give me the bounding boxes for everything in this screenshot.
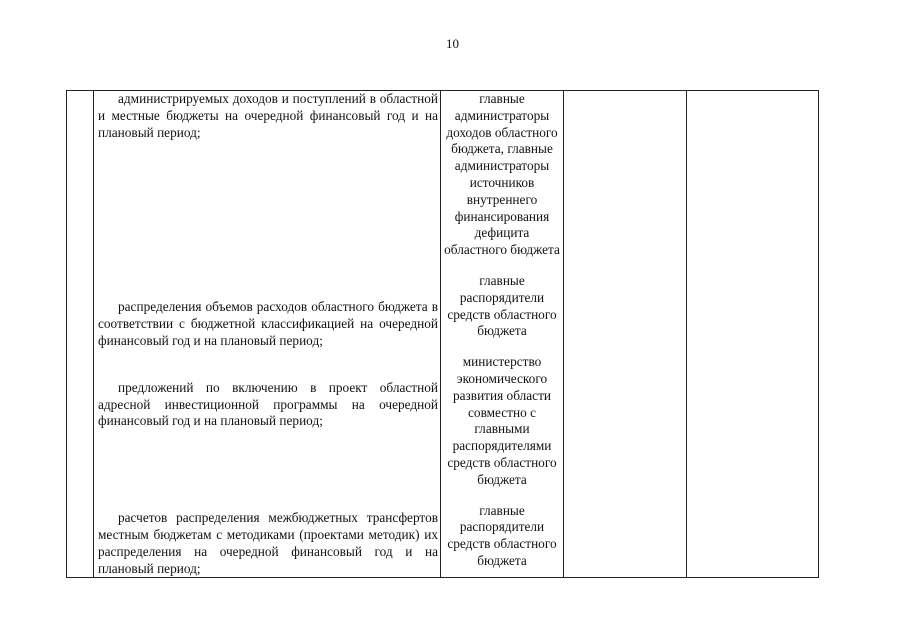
deadline-cell [564,91,687,578]
continuation-table [66,90,819,578]
row-2-responsible: главные распорядители средств областного бюджета [447,272,557,339]
row-4-description: расчетов распределения межбюджетных трансфертов местным бюджетам с методиками (проектами методик) их распределения на очередной финансовый год и на плановый период; [98,510,438,576]
page-number: 10 [446,36,459,51]
row-3-description: предложений по включению в проект областной адресной инвестиционной программы на очередной финансовый год и на плановый период; [98,379,438,429]
row-3-responsible: министерство экономического развития области совместно с главными распорядителями средств областного бюджета [447,354,557,487]
row-1-description: администрируемых доходов и поступлений в областной и местные бюджеты на очередной финансовый год и на плановый период; [98,91,438,140]
row-2-description: распределения объемов расходов областного бюджета в соответствии с бюджетной классификацией на очередной финансовый год и на плановый период; [98,299,438,348]
responsible-cell [441,91,564,578]
row-4-responsible: главные распорядители средств областного бюджета [447,502,557,568]
description-cell [94,91,441,578]
recipient-cell [687,91,819,578]
row-1-responsible: главные администраторы доходов областного бюджета, главные администраторы источников внутреннего финансирования дефицита областного бюджета [444,91,560,258]
table-row [67,91,819,578]
index-cell [67,91,94,578]
